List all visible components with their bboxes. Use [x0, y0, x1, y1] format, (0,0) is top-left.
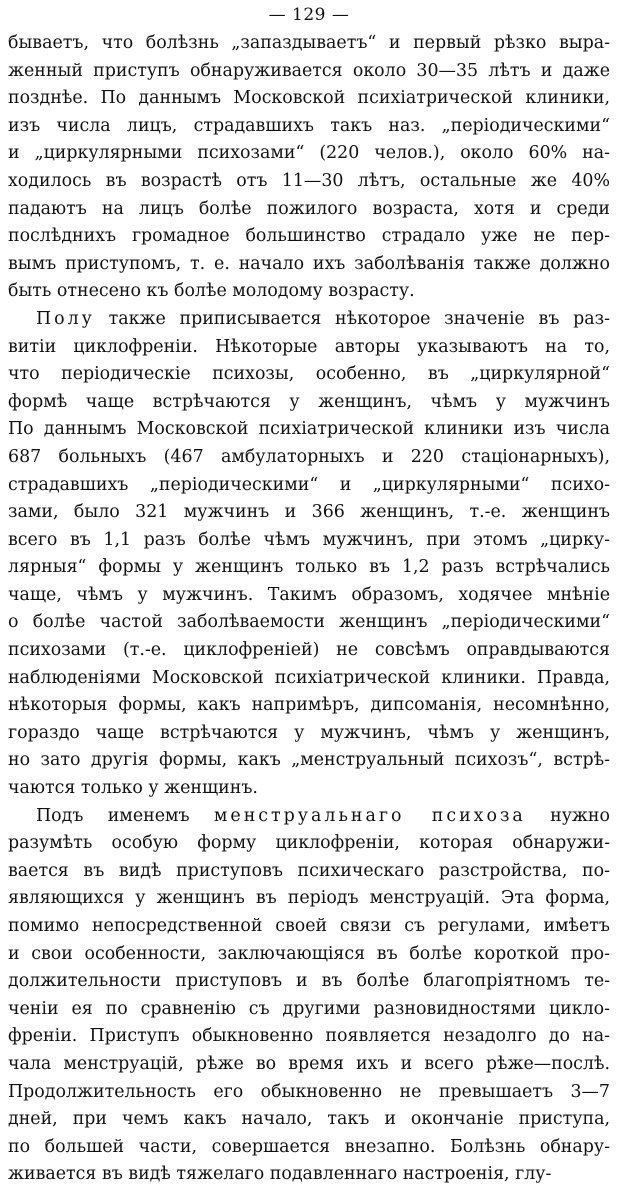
text-line: и свои особенности, заключающіяся въ болѣе короткой про-	[8, 943, 610, 964]
text-line: гораздо чаще встрѣчаются у мужчинъ, чѣмъ у женщинъ,	[8, 722, 610, 743]
text-line: нѣкоторыя формы, какъ напримѣръ, дипсоманія, несомнѣнно,	[8, 695, 610, 716]
emphasized-term: менструальнаго психоза	[213, 805, 526, 826]
text-line: что періодическіе психозы, особенно, въ „циркулярной“	[8, 364, 610, 385]
text-body	[8, 30, 610, 1189]
text-line: всего въ 1,1 разъ болѣе чѣмъ мужчинъ, при этомъ „цирку-	[8, 529, 610, 550]
page-number: — 129 —	[268, 5, 350, 25]
paragraph-p2	[8, 306, 610, 803]
paragraph-p1	[8, 30, 610, 306]
text-line: формѣ чаще встрѣчаются у женщинъ, чѣмъ у мужчинъ	[8, 391, 610, 412]
text-line: 687 больныхъ (467 амбулаторныхъ и 220 стаціонарныхъ),	[8, 446, 610, 467]
emphasized-term: Полу	[36, 308, 95, 329]
text-line: женный приступъ обнаруживается около 30—35 лѣтъ и даже	[8, 60, 610, 81]
text-line: чаются только у женщинъ.	[8, 778, 258, 799]
text-line: дней, при чемъ какъ начало, такъ и окончаніе приступа,	[8, 1109, 610, 1130]
text-line: чала менструацій, рѣже во время ихъ и всего рѣже—послѣ.	[8, 1053, 610, 1074]
line-text: также приписывается нѣкоторое значеніе въ раз-	[94, 308, 610, 329]
text-line: френіи. Приступъ обыкновенно появляется незадолго до на-	[8, 1026, 610, 1047]
text-line: являющихся у женщинъ въ періодъ менструацій. Эта форма,	[8, 888, 610, 909]
text-line	[8, 306, 610, 334]
text-line: Продолжительность его обыкновенно не превышаетъ 3—7	[8, 1081, 610, 1102]
paragraph-lead: Подъ именемъ	[36, 805, 214, 826]
text-line: вымъ приступомъ, т. е. начало ихъ заболѣванія также должно	[8, 253, 610, 274]
text-line: ченіи ея по сравненію съ другими разновидностями цикло-	[8, 998, 610, 1019]
text-line: послѣднихъ громадное большинство страдало уже не пер-	[8, 226, 610, 247]
text-line: По даннымъ Московской психіатрической клиники изъ числа	[8, 419, 610, 440]
text-line: наблюденіями Московской психіатрической клиники. Правда,	[8, 667, 610, 688]
text-line: изъ числа лицъ, страдавшихъ такъ наз. „періодическими“	[8, 115, 610, 136]
text-line: должительности приступовъ и въ болѣе благопріятномъ те-	[8, 971, 610, 992]
text-line: лярныя“ формы у женщинъ только въ 1,2 разъ встрѣчались	[8, 557, 610, 578]
text-line: витіи циклофреніи. Нѣкоторые авторы указываютъ на то,	[8, 336, 610, 357]
text-line: страдавшихъ „періодическими“ и „циркулярными“ психо-	[8, 474, 610, 495]
text-line: чаще, чѣмъ у мужчинъ. Такимъ образомъ, ходячее мнѣніе	[8, 584, 610, 605]
text-line: психозами (т.-е. циклофреніей) не совсѣмъ оправдываются	[8, 640, 610, 661]
text-line: и „циркулярными психозами“ (220 челов.), около 60% на-	[8, 143, 610, 164]
line-text: нужно	[525, 805, 610, 826]
text-line: ходилось въ возрастѣ отъ 11—30 лѣтъ, остальные же 40%	[8, 170, 610, 191]
text-line: вается въ видѣ приступовъ психическаго разстройства, по-	[8, 860, 610, 881]
text-line: позднѣе. По даннымъ Московской психіатрической клиники,	[8, 88, 610, 109]
text-line: разумѣть особую форму циклофреніи, которая обнаружи-	[8, 833, 610, 854]
text-line: но зато другія формы, какъ „менструальный психозъ“, встрѣ-	[8, 750, 610, 771]
text-line: падаютъ на лицъ болѣе пожилого возраста, хотя и среди	[8, 198, 610, 219]
text-line: о болѣе частой заболѣваемости женщинъ „періодическими“	[8, 612, 610, 633]
text-line: быть отнесено къ болѣе молодому возрасту.	[8, 281, 415, 302]
text-line: бываетъ, что болѣзнь „запаздываетъ“ и первый рѣзко выра-	[8, 33, 610, 53]
text-line: зами, было 321 мужчинъ и 366 женщинъ, т.-е. женщинъ	[8, 502, 610, 523]
text-line: живается въ видѣ тяжелаго подавленнаго настроенія, глу-	[8, 1164, 552, 1185]
text-line: помимо непосредственной своей связи съ регулами, имѣетъ	[8, 916, 610, 936]
text-line	[8, 803, 610, 831]
text-line: по большей части, совершается внезапно. Болѣзнь обнару-	[8, 1136, 610, 1157]
